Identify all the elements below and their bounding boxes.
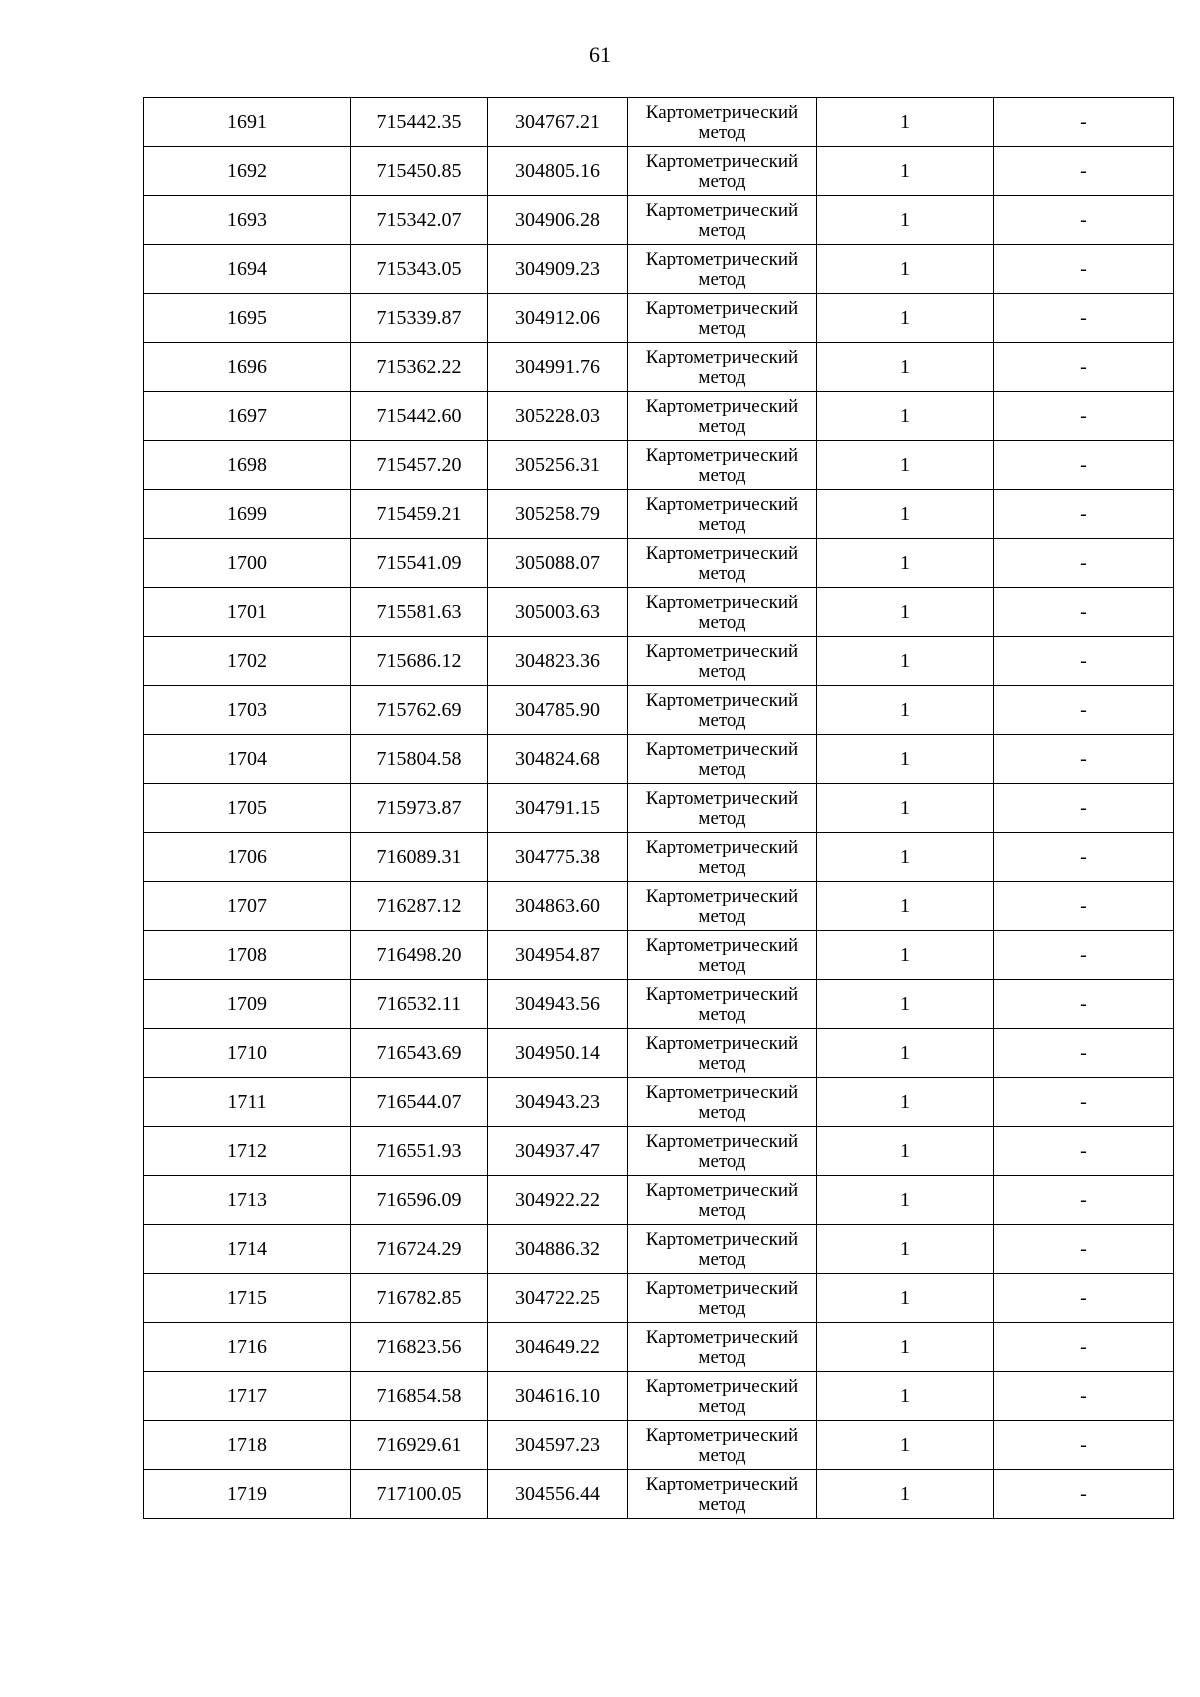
y-coordinate-cell: 304886.32 (488, 1225, 628, 1274)
method-cell (628, 980, 817, 1029)
method-text: Картометрический метод (645, 1375, 799, 1417)
method-text: Картометрический метод (645, 150, 799, 192)
y-coordinate-cell: 304950.14 (488, 1029, 628, 1078)
y-coordinate-cell: 304785.90 (488, 686, 628, 735)
y-coordinate-cell: 304649.22 (488, 1323, 628, 1372)
method-text: Картометрический метод (645, 297, 799, 339)
description-cell: - (994, 882, 1174, 931)
point-number-cell: 1712 (144, 1127, 351, 1176)
table-row (144, 1421, 1174, 1470)
description-cell: - (994, 1421, 1174, 1470)
point-number-cell: 1699 (144, 490, 351, 539)
description-cell: - (994, 588, 1174, 637)
table-row (144, 882, 1174, 931)
method-text: Картометрический метод (645, 1473, 799, 1515)
method-text: Картометрический метод (645, 1326, 799, 1368)
y-coordinate-cell: 304556.44 (488, 1470, 628, 1519)
x-coordinate-cell: 715450.85 (351, 147, 488, 196)
accuracy-cell: 1 (817, 735, 994, 784)
method-cell (628, 1372, 817, 1421)
point-number-cell: 1702 (144, 637, 351, 686)
accuracy-cell: 1 (817, 343, 994, 392)
accuracy-cell: 1 (817, 1176, 994, 1225)
method-text: Картометрический метод (645, 591, 799, 633)
y-coordinate-cell: 304823.36 (488, 637, 628, 686)
point-number-cell: 1691 (144, 98, 351, 147)
x-coordinate-cell: 716498.20 (351, 931, 488, 980)
y-coordinate-cell: 304775.38 (488, 833, 628, 882)
method-cell (628, 245, 817, 294)
method-text: Картометрический метод (645, 1130, 799, 1172)
method-cell (628, 637, 817, 686)
x-coordinate-cell: 716596.09 (351, 1176, 488, 1225)
y-coordinate-cell: 304912.06 (488, 294, 628, 343)
accuracy-cell: 1 (817, 784, 994, 833)
method-text: Картометрический метод (645, 542, 799, 584)
method-cell (628, 196, 817, 245)
accuracy-cell: 1 (817, 833, 994, 882)
x-coordinate-cell: 715362.22 (351, 343, 488, 392)
x-coordinate-cell: 715686.12 (351, 637, 488, 686)
table-row (144, 735, 1174, 784)
x-coordinate-cell: 716089.31 (351, 833, 488, 882)
description-cell: - (994, 1470, 1174, 1519)
table-row (144, 539, 1174, 588)
point-number-cell: 1697 (144, 392, 351, 441)
accuracy-cell: 1 (817, 686, 994, 735)
table-row (144, 1078, 1174, 1127)
y-coordinate-cell: 305258.79 (488, 490, 628, 539)
x-coordinate-cell: 715973.87 (351, 784, 488, 833)
description-cell: - (994, 147, 1174, 196)
table-row (144, 833, 1174, 882)
x-coordinate-cell: 716782.85 (351, 1274, 488, 1323)
description-cell: - (994, 931, 1174, 980)
description-cell: - (994, 1274, 1174, 1323)
point-number-cell: 1709 (144, 980, 351, 1029)
table-row (144, 343, 1174, 392)
coordinates-table (143, 97, 1174, 1519)
accuracy-cell: 1 (817, 147, 994, 196)
accuracy-cell: 1 (817, 294, 994, 343)
method-cell (628, 490, 817, 539)
method-cell (628, 588, 817, 637)
description-cell: - (994, 196, 1174, 245)
method-text: Картометрический метод (645, 1277, 799, 1319)
point-number-cell: 1711 (144, 1078, 351, 1127)
point-number-cell: 1716 (144, 1323, 351, 1372)
accuracy-cell: 1 (817, 1372, 994, 1421)
x-coordinate-cell: 716532.11 (351, 980, 488, 1029)
accuracy-cell: 1 (817, 1470, 994, 1519)
y-coordinate-cell: 304597.23 (488, 1421, 628, 1470)
x-coordinate-cell: 715762.69 (351, 686, 488, 735)
y-coordinate-cell: 304937.47 (488, 1127, 628, 1176)
point-number-cell: 1719 (144, 1470, 351, 1519)
x-coordinate-cell: 716544.07 (351, 1078, 488, 1127)
point-number-cell: 1693 (144, 196, 351, 245)
method-text: Картометрический метод (645, 1228, 799, 1270)
description-cell: - (994, 637, 1174, 686)
accuracy-cell: 1 (817, 490, 994, 539)
y-coordinate-cell: 304805.16 (488, 147, 628, 196)
description-cell: - (994, 735, 1174, 784)
table-row (144, 1274, 1174, 1323)
description-cell: - (994, 539, 1174, 588)
method-cell (628, 784, 817, 833)
description-cell: - (994, 1225, 1174, 1274)
description-cell: - (994, 1127, 1174, 1176)
x-coordinate-cell: 715342.07 (351, 196, 488, 245)
table-row (144, 931, 1174, 980)
description-cell: - (994, 245, 1174, 294)
point-number-cell: 1713 (144, 1176, 351, 1225)
accuracy-cell: 1 (817, 392, 994, 441)
description-cell: - (994, 784, 1174, 833)
description-cell: - (994, 98, 1174, 147)
table-row (144, 245, 1174, 294)
method-text: Картометрический метод (645, 395, 799, 437)
x-coordinate-cell: 717100.05 (351, 1470, 488, 1519)
x-coordinate-cell: 716929.61 (351, 1421, 488, 1470)
method-text: Картометрический метод (645, 1081, 799, 1123)
method-text: Картометрический метод (645, 787, 799, 829)
accuracy-cell: 1 (817, 441, 994, 490)
method-cell (628, 833, 817, 882)
description-cell: - (994, 686, 1174, 735)
x-coordinate-cell: 716551.93 (351, 1127, 488, 1176)
x-coordinate-cell: 715541.09 (351, 539, 488, 588)
method-cell (628, 98, 817, 147)
point-number-cell: 1710 (144, 1029, 351, 1078)
method-text: Картометрический метод (645, 1179, 799, 1221)
method-cell (628, 1470, 817, 1519)
point-number-cell: 1715 (144, 1274, 351, 1323)
table-row (144, 294, 1174, 343)
point-number-cell: 1718 (144, 1421, 351, 1470)
coordinates-table-body (144, 98, 1174, 1519)
point-number-cell: 1694 (144, 245, 351, 294)
method-text: Картометрический метод (645, 1032, 799, 1074)
table-row (144, 1029, 1174, 1078)
y-coordinate-cell: 305088.07 (488, 539, 628, 588)
x-coordinate-cell: 715442.35 (351, 98, 488, 147)
page-number: 61 (589, 42, 611, 67)
table-row (144, 98, 1174, 147)
method-cell (628, 1029, 817, 1078)
table-row (144, 1470, 1174, 1519)
description-cell: - (994, 1176, 1174, 1225)
table-row (144, 637, 1174, 686)
y-coordinate-cell: 305228.03 (488, 392, 628, 441)
point-number-cell: 1705 (144, 784, 351, 833)
accuracy-cell: 1 (817, 1078, 994, 1127)
method-cell (628, 343, 817, 392)
y-coordinate-cell: 304791.15 (488, 784, 628, 833)
point-number-cell: 1695 (144, 294, 351, 343)
x-coordinate-cell: 716287.12 (351, 882, 488, 931)
method-cell (628, 441, 817, 490)
accuracy-cell: 1 (817, 1421, 994, 1470)
table-row (144, 1225, 1174, 1274)
method-text: Картометрический метод (645, 640, 799, 682)
x-coordinate-cell: 716823.56 (351, 1323, 488, 1372)
description-cell: - (994, 343, 1174, 392)
table-row (144, 784, 1174, 833)
description-cell: - (994, 441, 1174, 490)
method-cell (628, 1176, 817, 1225)
table-row (144, 588, 1174, 637)
method-cell (628, 686, 817, 735)
x-coordinate-cell: 715339.87 (351, 294, 488, 343)
y-coordinate-cell: 305256.31 (488, 441, 628, 490)
accuracy-cell: 1 (817, 539, 994, 588)
table-row (144, 980, 1174, 1029)
method-text: Картометрический метод (645, 199, 799, 241)
method-text: Картометрический метод (645, 738, 799, 780)
point-number-cell: 1717 (144, 1372, 351, 1421)
y-coordinate-cell: 304616.10 (488, 1372, 628, 1421)
table-row (144, 686, 1174, 735)
description-cell: - (994, 490, 1174, 539)
y-coordinate-cell: 304722.25 (488, 1274, 628, 1323)
point-number-cell: 1700 (144, 539, 351, 588)
accuracy-cell: 1 (817, 588, 994, 637)
x-coordinate-cell: 716724.29 (351, 1225, 488, 1274)
accuracy-cell: 1 (817, 882, 994, 931)
accuracy-cell: 1 (817, 1323, 994, 1372)
method-cell (628, 882, 817, 931)
point-number-cell: 1707 (144, 882, 351, 931)
method-text: Картометрический метод (645, 248, 799, 290)
y-coordinate-cell: 304767.21 (488, 98, 628, 147)
table-row (144, 1323, 1174, 1372)
method-cell (628, 147, 817, 196)
method-text: Картометрический метод (645, 444, 799, 486)
accuracy-cell: 1 (817, 245, 994, 294)
description-cell: - (994, 1323, 1174, 1372)
method-text: Картометрический метод (645, 493, 799, 535)
table-row (144, 1127, 1174, 1176)
description-cell: - (994, 980, 1174, 1029)
method-cell (628, 1078, 817, 1127)
y-coordinate-cell: 304906.28 (488, 196, 628, 245)
point-number-cell: 1706 (144, 833, 351, 882)
table-row (144, 196, 1174, 245)
y-coordinate-cell: 305003.63 (488, 588, 628, 637)
method-text: Картометрический метод (645, 885, 799, 927)
accuracy-cell: 1 (817, 196, 994, 245)
x-coordinate-cell: 715581.63 (351, 588, 488, 637)
y-coordinate-cell: 304824.68 (488, 735, 628, 784)
method-cell (628, 1127, 817, 1176)
accuracy-cell: 1 (817, 98, 994, 147)
x-coordinate-cell: 716854.58 (351, 1372, 488, 1421)
method-cell (628, 1225, 817, 1274)
x-coordinate-cell: 715804.58 (351, 735, 488, 784)
table-row (144, 1176, 1174, 1225)
accuracy-cell: 1 (817, 931, 994, 980)
accuracy-cell: 1 (817, 1274, 994, 1323)
y-coordinate-cell: 304954.87 (488, 931, 628, 980)
y-coordinate-cell: 304863.60 (488, 882, 628, 931)
method-text: Картометрический метод (645, 346, 799, 388)
method-cell (628, 1323, 817, 1372)
description-cell: - (994, 392, 1174, 441)
method-cell (628, 392, 817, 441)
method-cell (628, 735, 817, 784)
x-coordinate-cell: 715343.05 (351, 245, 488, 294)
y-coordinate-cell: 304943.56 (488, 980, 628, 1029)
method-text: Картометрический метод (645, 983, 799, 1025)
y-coordinate-cell: 304943.23 (488, 1078, 628, 1127)
method-cell (628, 1421, 817, 1470)
accuracy-cell: 1 (817, 1127, 994, 1176)
point-number-cell: 1701 (144, 588, 351, 637)
description-cell: - (994, 833, 1174, 882)
method-text: Картометрический метод (645, 1424, 799, 1466)
point-number-cell: 1692 (144, 147, 351, 196)
table-row (144, 147, 1174, 196)
x-coordinate-cell: 715457.20 (351, 441, 488, 490)
description-cell: - (994, 1372, 1174, 1421)
method-text: Картометрический метод (645, 101, 799, 143)
point-number-cell: 1708 (144, 931, 351, 980)
method-cell (628, 294, 817, 343)
accuracy-cell: 1 (817, 980, 994, 1029)
description-cell: - (994, 294, 1174, 343)
accuracy-cell: 1 (817, 1029, 994, 1078)
x-coordinate-cell: 716543.69 (351, 1029, 488, 1078)
method-text: Картометрический метод (645, 689, 799, 731)
method-text: Картометрический метод (645, 934, 799, 976)
point-number-cell: 1704 (144, 735, 351, 784)
method-cell (628, 1274, 817, 1323)
y-coordinate-cell: 304909.23 (488, 245, 628, 294)
point-number-cell: 1703 (144, 686, 351, 735)
y-coordinate-cell: 304991.76 (488, 343, 628, 392)
point-number-cell: 1698 (144, 441, 351, 490)
table-row (144, 441, 1174, 490)
table-row (144, 392, 1174, 441)
x-coordinate-cell: 715442.60 (351, 392, 488, 441)
method-cell (628, 539, 817, 588)
method-cell (628, 931, 817, 980)
x-coordinate-cell: 715459.21 (351, 490, 488, 539)
description-cell: - (994, 1078, 1174, 1127)
accuracy-cell: 1 (817, 637, 994, 686)
table-row (144, 1372, 1174, 1421)
table-row (144, 490, 1174, 539)
point-number-cell: 1714 (144, 1225, 351, 1274)
y-coordinate-cell: 304922.22 (488, 1176, 628, 1225)
method-text: Картометрический метод (645, 836, 799, 878)
point-number-cell: 1696 (144, 343, 351, 392)
description-cell: - (994, 1029, 1174, 1078)
accuracy-cell: 1 (817, 1225, 994, 1274)
